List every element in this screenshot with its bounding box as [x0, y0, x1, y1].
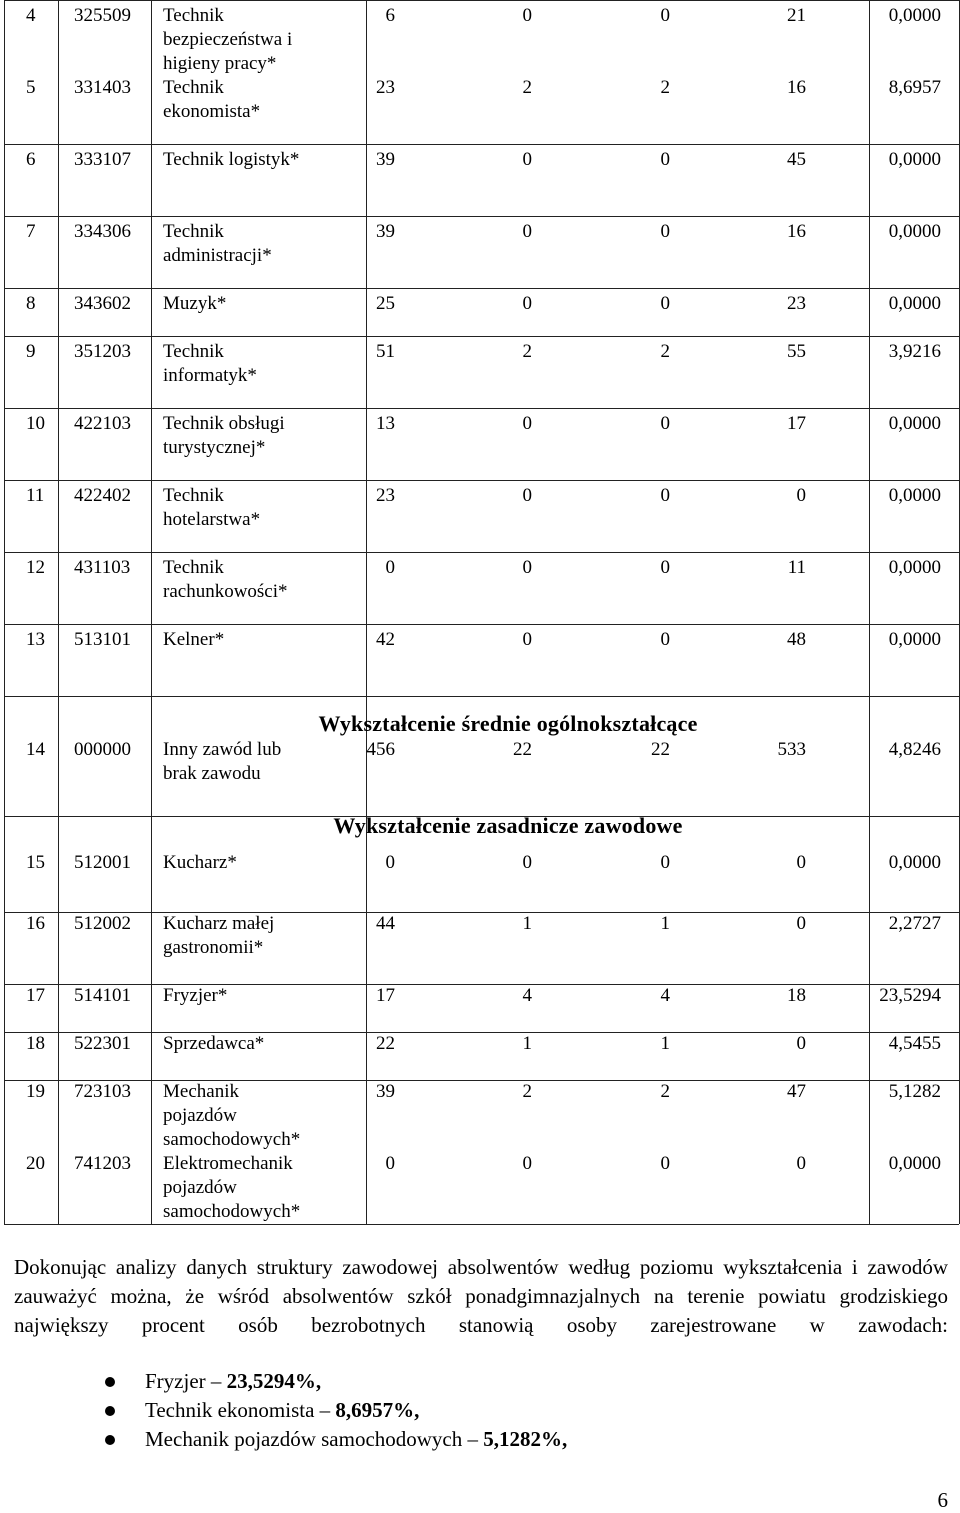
value-cell: 0,0000	[888, 293, 941, 314]
bullet-icon	[105, 1377, 115, 1387]
occupation-code: 512001	[74, 852, 131, 873]
value-cell: 0	[385, 1153, 395, 1174]
occupation-code: 333107	[74, 149, 131, 170]
value-cell: 45	[787, 149, 806, 170]
value-cell: 0,0000	[888, 557, 941, 578]
value-cell: 0	[660, 5, 670, 26]
value-cell: 48	[787, 629, 806, 650]
summary-text: Dokonując analizy danych struktury zawodowej absolwentów według poziomu wykształcenia i zawodów zauważyć można, że wśród absolwentów szkół ponadgimnazjalnych na terenie powiatu grodziskiego największy procent osób bezrobotnych stanowią osoby zarejestrowane w zawodach:	[14, 1255, 948, 1337]
value-cell: 0	[660, 852, 670, 873]
value-cell: 23,5294	[879, 985, 941, 1006]
occupation-code: 522301	[74, 1033, 131, 1054]
occupation-name: Inny zawód lub brak zawodu	[163, 739, 282, 784]
occupation-name: Kucharz małej gastronomii*	[163, 913, 275, 958]
row-divider	[4, 336, 959, 337]
value-cell: 0	[796, 1033, 806, 1054]
finding-occupation: Mechanik pojazdów samochodowych	[145, 1427, 468, 1451]
value-cell: 0	[522, 221, 532, 242]
row-number: 12	[26, 557, 45, 578]
value-cell: 0	[660, 221, 670, 242]
value-cell: 1	[522, 913, 532, 934]
row-number: 14	[26, 739, 45, 760]
value-cell: 51	[376, 341, 395, 362]
value-cell: 456	[366, 739, 395, 760]
value-cell: 2	[522, 341, 532, 362]
occupation-name: Elektromechanik pojazdów samochodowych*	[163, 1153, 301, 1222]
value-cell: 0,0000	[888, 5, 941, 26]
occupation-code: 741203	[74, 1153, 131, 1174]
value-cell: 13	[376, 413, 395, 434]
occupation-name: Technik logistyk*	[163, 149, 300, 170]
table-border-top	[4, 0, 959, 1]
value-cell: 42	[376, 629, 395, 650]
value-cell: 0,0000	[888, 221, 941, 242]
row-number: 13	[26, 629, 45, 650]
occupation-name: Technik hotelarstwa*	[163, 485, 261, 530]
occupation-code: 325509	[74, 5, 131, 26]
row-number: 5	[26, 77, 36, 98]
row-divider	[4, 552, 959, 553]
value-cell: 0	[660, 557, 670, 578]
value-cell: 2	[522, 77, 532, 98]
value-cell: 0	[522, 1153, 532, 1174]
occupation-name: Mechanik pojazdów samochodowych*	[163, 1081, 301, 1150]
value-cell: 0	[660, 629, 670, 650]
occupation-name: Technik informatyk*	[163, 341, 257, 386]
value-cell: 21	[787, 5, 806, 26]
value-cell: 22	[376, 1033, 395, 1054]
row-number: 11	[26, 485, 45, 506]
row-number: 18	[26, 1033, 45, 1054]
value-cell: 25	[376, 293, 395, 314]
value-cell: 22	[513, 739, 532, 760]
row-divider	[4, 288, 959, 289]
bullet-icon	[105, 1435, 115, 1445]
finding-value: 5,1282%,	[483, 1427, 568, 1451]
table-border-vertical	[4, 0, 5, 1224]
value-cell: 39	[376, 149, 395, 170]
table-border-vertical	[58, 0, 59, 1224]
row-divider	[4, 912, 959, 913]
occupation-code: 422103	[74, 413, 131, 434]
row-divider	[4, 984, 959, 985]
value-cell: 47	[787, 1081, 806, 1102]
value-cell: 0,0000	[888, 149, 941, 170]
occupation-name: Kucharz*	[163, 852, 237, 873]
value-cell: 0	[522, 852, 532, 873]
value-cell: 16	[787, 77, 806, 98]
occupation-code: 334306	[74, 221, 131, 242]
occupation-name: Technik obsługi turystycznej*	[163, 413, 285, 458]
value-cell: 0	[796, 852, 806, 873]
table-border-vertical	[869, 0, 870, 1224]
summary-paragraph	[14, 1253, 948, 1369]
value-cell: 0	[522, 149, 532, 170]
value-cell: 0,0000	[888, 629, 941, 650]
finding-text	[145, 1396, 419, 1425]
row-divider	[4, 408, 959, 409]
finding-separator: –	[319, 1398, 336, 1422]
finding-text	[145, 1367, 321, 1396]
value-cell: 0	[796, 485, 806, 506]
row-number: 20	[26, 1153, 45, 1174]
value-cell: 0	[660, 293, 670, 314]
value-cell: 0	[522, 413, 532, 434]
row-divider	[4, 696, 959, 697]
value-cell: 4	[660, 985, 670, 1006]
value-cell: 6	[385, 5, 395, 26]
value-cell: 0	[660, 149, 670, 170]
row-number: 8	[26, 293, 36, 314]
value-cell: 0	[796, 1153, 806, 1174]
row-divider	[4, 1032, 959, 1033]
value-cell: 8,6957	[888, 77, 941, 98]
bullet-icon	[105, 1406, 115, 1416]
value-cell: 22	[651, 739, 670, 760]
occupation-code: 431103	[74, 557, 131, 578]
value-cell: 23	[787, 293, 806, 314]
value-cell: 3,9216	[888, 341, 941, 362]
row-number: 9	[26, 341, 36, 362]
value-cell: 0	[660, 1153, 670, 1174]
finding-separator: –	[210, 1369, 227, 1393]
row-number: 10	[26, 413, 45, 434]
row-divider	[4, 480, 959, 481]
row-divider	[4, 216, 959, 217]
occupation-name: Technik bezpieczeństwa i higieny pracy*	[163, 5, 293, 74]
row-number: 16	[26, 913, 45, 934]
value-cell: 0,0000	[888, 485, 941, 506]
occupation-name: Fryzjer*	[163, 985, 228, 1006]
finding-text	[145, 1425, 567, 1454]
row-divider	[4, 144, 959, 145]
occupation-name: Technik ekonomista*	[163, 77, 261, 122]
value-cell: 5,1282	[888, 1081, 941, 1102]
section-heading: Wykształcenie zasadnicze zawodowe	[333, 813, 683, 838]
occupation-code: 343602	[74, 293, 131, 314]
value-cell: 0	[522, 629, 532, 650]
row-divider	[4, 1224, 959, 1225]
value-cell: 0,0000	[888, 413, 941, 434]
finding-occupation: Technik ekonomista	[145, 1398, 320, 1422]
value-cell: 2,2727	[888, 913, 941, 934]
occupation-name: Kelner*	[163, 629, 225, 650]
value-cell: 0	[385, 557, 395, 578]
occupation-name: Sprzedawca*	[163, 1033, 265, 1054]
value-cell: 18	[787, 985, 806, 1006]
row-number: 4	[26, 5, 36, 26]
value-cell: 0,0000	[888, 1153, 941, 1174]
table-border-vertical	[151, 0, 152, 1224]
occupation-name: Muzyk*	[163, 293, 227, 314]
value-cell: 11	[787, 557, 806, 578]
row-number: 7	[26, 221, 36, 242]
value-cell: 0	[522, 293, 532, 314]
value-cell: 55	[787, 341, 806, 362]
table-border-vertical	[366, 0, 367, 1224]
row-number: 17	[26, 985, 45, 1006]
value-cell: 39	[376, 1081, 395, 1102]
value-cell: 2	[522, 1081, 532, 1102]
occupation-name: Technik administracji*	[163, 221, 272, 266]
value-cell: 44	[376, 913, 395, 934]
finding-occupation: Fryzjer	[145, 1369, 211, 1393]
value-cell: 23	[376, 77, 395, 98]
row-divider	[4, 624, 959, 625]
value-cell: 4,8246	[888, 739, 941, 760]
value-cell: 0	[522, 557, 532, 578]
page-number: 6	[937, 1488, 948, 1512]
value-cell: 4	[522, 985, 532, 1006]
value-cell: 0,0000	[888, 852, 941, 873]
value-cell: 2	[660, 341, 670, 362]
occupation-code: 422402	[74, 485, 131, 506]
row-divider	[4, 1080, 959, 1081]
value-cell: 39	[376, 221, 395, 242]
value-cell: 533	[777, 739, 806, 760]
row-number: 19	[26, 1081, 45, 1102]
finding-value: 23,5294%,	[226, 1369, 322, 1393]
value-cell: 0	[660, 485, 670, 506]
value-cell: 0	[796, 913, 806, 934]
occupation-code: 331403	[74, 77, 131, 98]
occupation-name: Technik rachunkowości*	[163, 557, 288, 602]
section-heading: Wykształcenie średnie ogólnokształcące	[318, 711, 698, 736]
value-cell: 2	[660, 1081, 670, 1102]
value-cell: 1	[660, 913, 670, 934]
value-cell: 0	[385, 852, 395, 873]
occupation-code: 514101	[74, 985, 131, 1006]
value-cell: 2	[660, 77, 670, 98]
value-cell: 16	[787, 221, 806, 242]
value-cell: 17	[787, 413, 806, 434]
value-cell: 17	[376, 985, 395, 1006]
value-cell: 0	[660, 413, 670, 434]
value-cell: 0	[522, 485, 532, 506]
row-number: 15	[26, 852, 45, 873]
value-cell: 0	[522, 5, 532, 26]
occupation-code: 513101	[74, 629, 131, 650]
occupation-code: 000000	[74, 739, 131, 760]
value-cell: 4,5455	[888, 1033, 941, 1054]
value-cell: 23	[376, 485, 395, 506]
value-cell: 1	[660, 1033, 670, 1054]
finding-separator: –	[467, 1427, 484, 1451]
occupation-code: 512002	[74, 913, 131, 934]
row-number: 6	[26, 149, 36, 170]
occupation-code: 351203	[74, 341, 131, 362]
finding-value: 8,6957%,	[335, 1398, 420, 1422]
occupation-code: 723103	[74, 1081, 131, 1102]
value-cell: 1	[522, 1033, 532, 1054]
